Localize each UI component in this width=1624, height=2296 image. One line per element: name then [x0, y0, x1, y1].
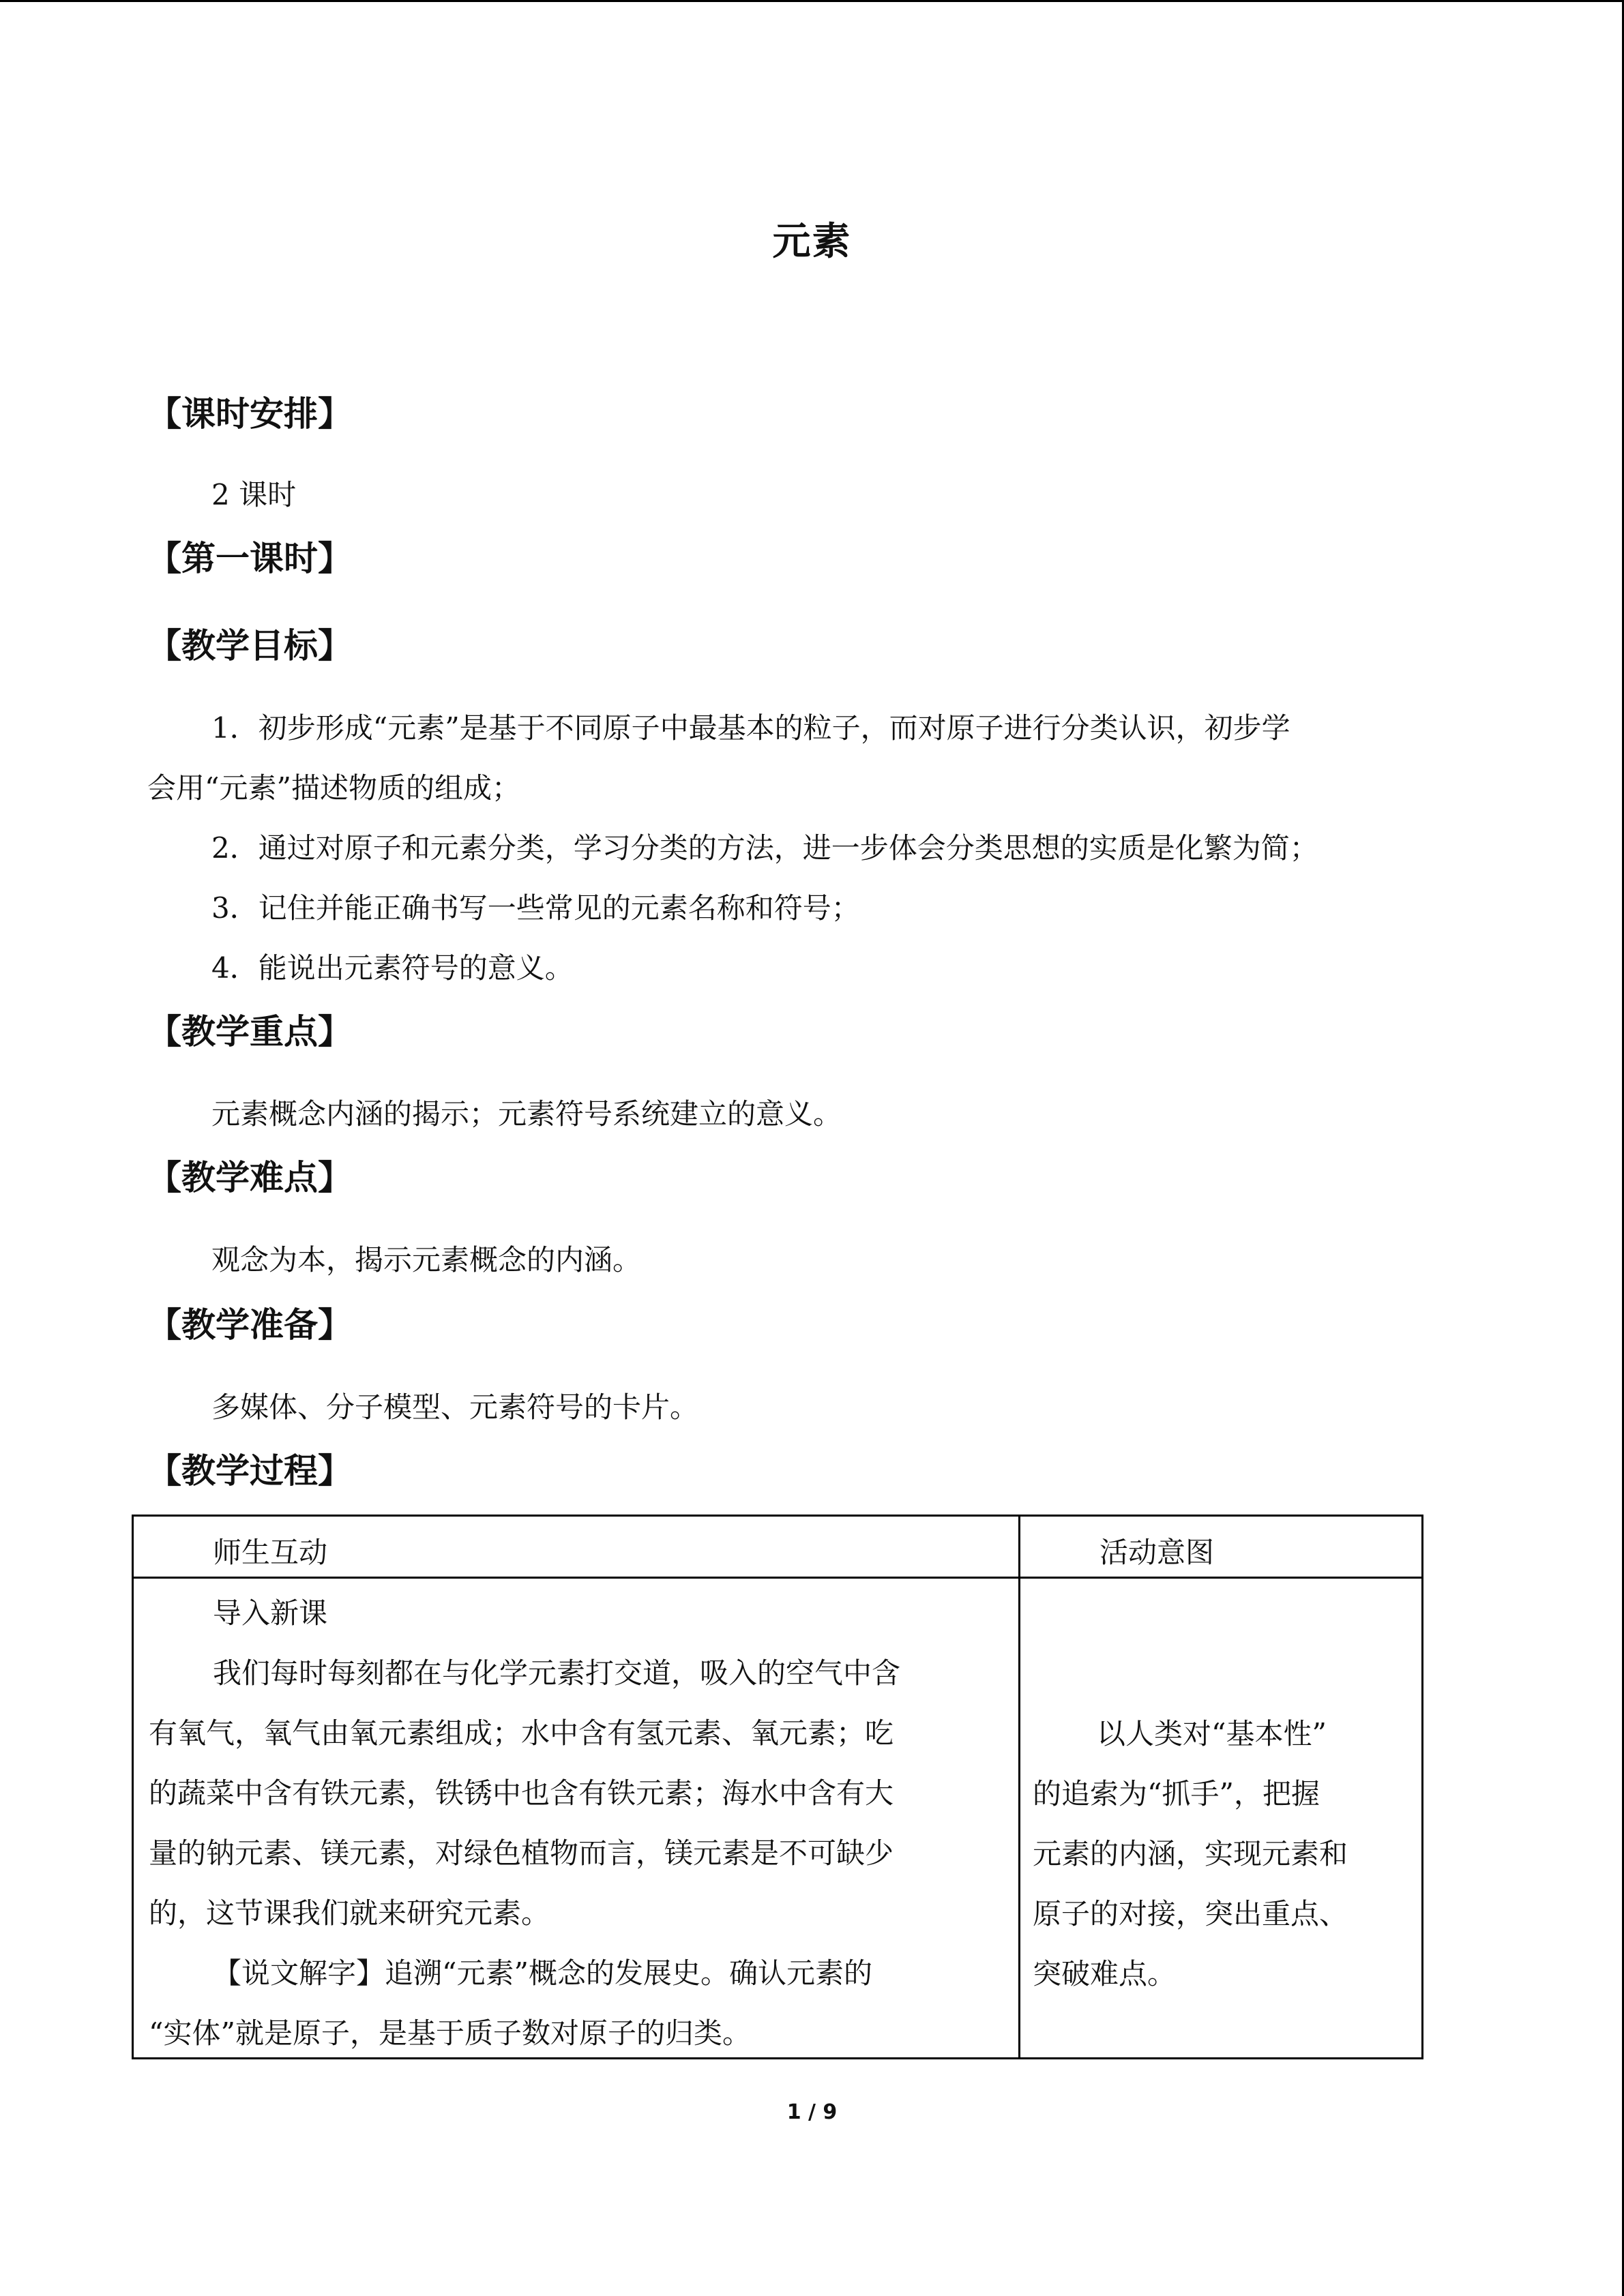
heading-process: 【教学过程】 [147, 1451, 352, 1491]
objective-item: 3．记住并能正确书写一些常见的元素名称和符号； [211, 891, 860, 925]
page-number: 1 / 9 [786, 2100, 838, 2124]
difficulties-text: 观念为本，揭示元素概念的内涵。 [211, 1243, 642, 1277]
table-column-divider [1018, 1517, 1020, 2057]
table-line: 以人类对“基本性” [1097, 1717, 1327, 1750]
table-header-divider [134, 1577, 1421, 1579]
table-line: 导入新课 [213, 1596, 328, 1630]
schedule-text: 2 课时 [211, 478, 297, 511]
process-table [132, 1515, 1423, 2059]
objective-item: 4．能说出元素符号的意义。 [211, 951, 574, 985]
table-line: 元素的内涵，实现元素和 [1033, 1837, 1348, 1870]
key-points-text: 元素概念内涵的揭示；元素符号系统建立的意义。 [211, 1097, 842, 1131]
heading-schedule: 【课时安排】 [147, 394, 352, 434]
objective-item: 1．初步形成“元素”是基于不同原子中最基本的粒子，而对原子进行分类认识，初步学 [211, 711, 1290, 745]
table-line: 的追索为“抓手”，把握 [1033, 1777, 1320, 1810]
table-cell-interaction [149, 1583, 1008, 2063]
heading-objectives: 【教学目标】 [147, 626, 352, 666]
table-line: 量的钠元素、镁元素，对绿色植物而言，镁元素是不可缺少 [149, 1836, 894, 1870]
table-cell-intent [1033, 1704, 1415, 2004]
objective-item: 2．通过对原子和元素分类，学习分类的方法，进一步体会分类思想的实质是化繁为简； [211, 831, 1318, 865]
objective-item-continued: 会用“元素”描述物质的组成； [147, 771, 520, 805]
table-line: 的，这节课我们就来研究元素。 [149, 1896, 550, 1930]
heading-preparation: 【教学准备】 [147, 1305, 352, 1345]
table-line: 我们每时每刻都在与化学元素打交道，吸入的空气中含 [213, 1656, 901, 1690]
document-title: 元素 [772, 220, 852, 264]
table-line: 突破难点。 [1033, 1957, 1177, 1991]
table-line: 【说文解字】追溯“元素”概念的发展史。确认元素的 [213, 1956, 872, 1990]
table-header-intent: 活动意图 [1099, 1536, 1215, 1569]
table-header-interaction: 师生互动 [213, 1536, 328, 1569]
table-line: 原子的对接，突出重点、 [1033, 1897, 1348, 1930]
heading-first-lesson: 【第一课时】 [147, 539, 352, 578]
objectives-list [147, 698, 1477, 998]
table-line: 有氧气，氧气由氧元素组成；水中含有氢元素、氧元素；吃 [149, 1716, 894, 1750]
table-line: “实体”就是原子，是基于质子数对原子的归类。 [149, 2016, 751, 2050]
table-line: 的蔬菜中含有铁元素，铁锈中也含有铁元素；海水中含有大 [149, 1776, 894, 1810]
preparation-text: 多媒体、分子模型、元素符号的卡片。 [211, 1390, 699, 1424]
heading-difficulties: 【教学难点】 [147, 1158, 352, 1197]
heading-key-points: 【教学重点】 [147, 1012, 352, 1052]
